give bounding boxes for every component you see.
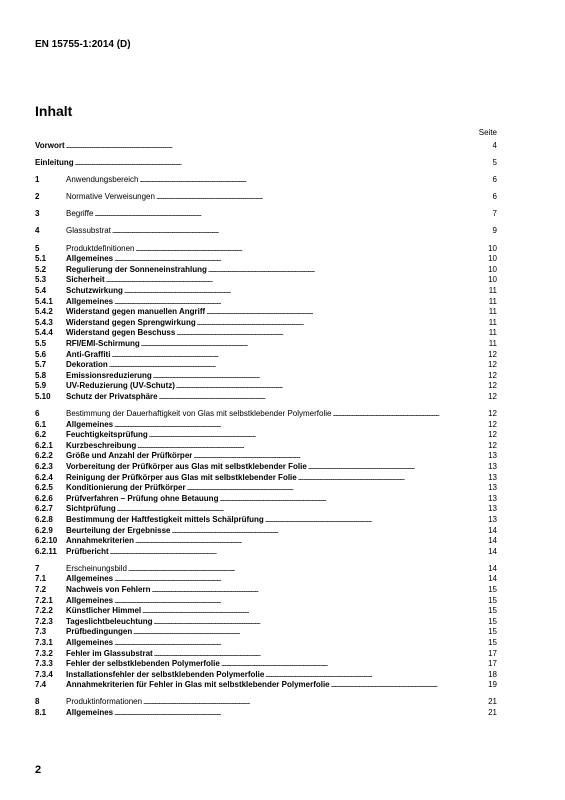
toc-entry-label: Sichtprüfung	[66, 504, 116, 514]
toc-leader-dots	[219, 494, 487, 505]
toc-entry-number: 6.2.3	[35, 461, 53, 471]
toc-entry-number: 5.9	[35, 381, 47, 391]
toc-entry[interactable]	[35, 226, 497, 237]
toc-entry[interactable]	[35, 158, 497, 169]
toc-entry[interactable]	[35, 420, 497, 431]
toc-entry-number: 7.2	[35, 584, 47, 594]
table-of-contents	[35, 141, 497, 719]
toc-entry[interactable]	[35, 536, 497, 547]
toc-entry-label: Allgemeines	[66, 296, 114, 306]
toc-entry-number: 5	[35, 243, 40, 253]
toc-entry[interactable]	[35, 638, 497, 649]
toc-entry-label: Annahmekriterien für Fehler in Glas mit selbstklebender Polymerfolie	[66, 680, 330, 690]
page-column-label: Seite	[478, 128, 497, 137]
toc-entry-number: 7	[35, 563, 40, 573]
toc-entry-number: 6.2.10	[35, 536, 58, 546]
toc-entry-label: Dekoration	[66, 360, 108, 370]
toc-entry-page: 5	[492, 158, 497, 168]
toc-entry-number: 5.4.3	[35, 317, 53, 327]
toc-leader-dots	[221, 659, 487, 670]
toc-entry-page: 12	[488, 370, 497, 380]
toc-entry[interactable]	[35, 585, 497, 596]
toc-entry-page: 10	[488, 243, 497, 253]
toc-leader-dots	[112, 226, 492, 237]
toc-entry-number: 6.2.6	[35, 493, 53, 503]
toc-leader-dots	[308, 462, 487, 473]
toc-entry-page: 15	[488, 584, 497, 594]
toc-entry-label: Erscheinungsbild	[66, 563, 127, 573]
toc-entry-number: 6.2.5	[35, 483, 53, 493]
toc-entry-page: 13	[488, 451, 497, 461]
toc-entry-number: 6.2.2	[35, 451, 53, 461]
toc-leader-dots	[75, 158, 492, 169]
toc-entry-number: 7.2.2	[35, 606, 53, 616]
toc-entry-label: RFI/EMI-Schirmung	[66, 338, 140, 348]
toc-entry-label: Vorbereitung der Prüfkörper aus Glas mit selbstklebender Folie	[66, 461, 307, 471]
toc-entry[interactable]	[35, 328, 497, 339]
toc-entry-number: 5.1	[35, 254, 47, 264]
toc-leader-dots	[136, 244, 488, 255]
toc-entry[interactable]	[35, 627, 497, 638]
toc-entry-label: Konditionierung der Prüfkörper	[66, 483, 186, 493]
toc-entry-page: 11	[488, 296, 497, 306]
toc-entry-label: Prüfbericht	[66, 546, 109, 556]
toc-entry-label: Regulierung der Sonneneinstrahlung	[66, 264, 207, 274]
toc-entry-number: 5.2	[35, 264, 47, 274]
toc-entry-label: Feuchtigkeitsprüfung	[66, 430, 148, 440]
toc-entry-number: 5.3	[35, 275, 47, 285]
toc-entry-label: Installationsfehler der selbstklebenden Polymerfolie	[66, 669, 265, 679]
toc-entry-number: 5.8	[35, 370, 47, 380]
toc-entry-page: 14	[488, 563, 497, 573]
toc-entry-page: 12	[488, 408, 497, 418]
toc-entry[interactable]	[35, 697, 497, 708]
toc-entry-label: Widerstand gegen Sprengwirkung	[66, 317, 196, 327]
toc-entry-number: 4	[35, 226, 40, 236]
toc-entry[interactable]	[35, 192, 497, 203]
toc-leader-dots	[176, 328, 487, 339]
toc-entry-label: Künstlicher Himmel	[66, 606, 142, 616]
toc-leader-dots	[176, 381, 487, 392]
toc-entry-page: 11	[488, 317, 497, 327]
toc-leader-dots	[114, 708, 487, 719]
toc-leader-dots	[111, 350, 487, 361]
toc-leader-dots	[114, 254, 487, 265]
toc-leader-dots	[114, 596, 487, 607]
toc-leader-dots	[187, 483, 488, 494]
toc-entry[interactable]	[35, 307, 497, 318]
toc-entry[interactable]	[35, 297, 497, 308]
toc-entry-number: 6.2.7	[35, 504, 53, 514]
toc-entry-label: Fehler der selbstklebenden Polymerfolie	[66, 659, 220, 669]
toc-entry-label: Annahmekriterien	[66, 536, 135, 546]
toc-leader-dots	[66, 141, 492, 152]
toc-entry-label: Emissionsreduzierung	[66, 370, 152, 380]
toc-leader-dots	[110, 547, 487, 558]
toc-leader-dots	[298, 473, 487, 484]
toc-entry-page: 13	[488, 493, 497, 503]
toc-entry[interactable]	[35, 504, 497, 515]
toc-entry-number: 5.4.4	[35, 328, 53, 338]
toc-leader-dots	[151, 585, 487, 596]
toc-entry-number: 2	[35, 192, 40, 202]
toc-entry-label: Allgemeines	[66, 637, 114, 647]
toc-entry-number: 7.3	[35, 627, 47, 637]
toc-entry-number: 6.2.9	[35, 525, 53, 535]
toc-entry-label: Einleitung	[35, 158, 74, 168]
toc-entry-label: Nachweis von Fehlern	[66, 584, 151, 594]
toc-entry[interactable]	[35, 141, 497, 152]
toc-entry-page: 15	[488, 606, 497, 616]
toc-leader-dots	[159, 392, 488, 403]
toc-leader-dots	[133, 627, 487, 638]
toc-leader-dots	[137, 441, 487, 452]
toc-entry-page: 12	[488, 360, 497, 370]
toc-entry-page: 11	[488, 338, 497, 348]
toc-entry[interactable]	[35, 441, 497, 452]
page-number: 2	[35, 764, 42, 776]
toc-entry-page: 12	[488, 430, 497, 440]
toc-entry-page: 13	[488, 504, 497, 514]
toc-entry-label: Allgemeines	[66, 254, 114, 264]
toc-leader-dots	[265, 515, 487, 526]
toc-entry-page: 11	[488, 285, 497, 295]
toc-entry-page: 13	[488, 483, 497, 493]
toc-leader-dots	[153, 371, 487, 382]
toc-entry-label: Reinigung der Prüfkörper aus Glas mit selbstklebender Folie	[66, 472, 297, 482]
toc-entry-page: 17	[488, 659, 497, 669]
toc-entry-number: 5.4.2	[35, 307, 53, 317]
toc-leader-dots	[141, 339, 488, 350]
toc-entry-label: Prüfbedingungen	[66, 627, 133, 637]
toc-entry[interactable]	[35, 244, 497, 255]
toc-leader-dots	[171, 526, 487, 537]
toc-entry-label: Begriffe	[66, 209, 94, 219]
toc-entry-page: 12	[488, 391, 497, 401]
toc-entry[interactable]	[35, 462, 497, 473]
toc-entry-number: 5.4	[35, 285, 47, 295]
toc-leader-dots	[109, 360, 487, 371]
toc-entry-number: 7.3.3	[35, 659, 53, 669]
toc-entry-page: 4	[492, 141, 497, 150]
toc-entry-label: Vorwort	[35, 141, 65, 150]
toc-entry[interactable]	[35, 371, 497, 382]
toc-entry-page: 11	[488, 328, 497, 338]
toc-entry-label: Größe und Anzahl der Prüfkörper	[66, 451, 193, 461]
toc-entry-page: 12	[488, 381, 497, 391]
toc-entry-number: 5.7	[35, 360, 47, 370]
toc-leader-dots	[193, 451, 487, 462]
toc-entry-number: 7.4	[35, 680, 47, 690]
toc-entry-number: 7.3.1	[35, 637, 53, 647]
toc-entry-page: 6	[492, 175, 497, 185]
toc-entry-number: 5.10	[35, 391, 51, 401]
toc-entry-label: Bestimmung der Dauerhaftigkeit von Glas mit selbstklebender Polymerfolie	[66, 408, 332, 418]
toc-entry-number: 7.2.1	[35, 595, 53, 605]
toc-entry[interactable]	[35, 473, 497, 484]
toc-entry-number: 3	[35, 209, 40, 219]
toc-leader-dots	[331, 680, 487, 691]
toc-entry-label: Widerstand gegen Beschuss	[66, 328, 176, 338]
toc-entry[interactable]	[35, 350, 497, 361]
toc-entry-label: Normative Verweisungen	[66, 192, 155, 202]
toc-leader-dots	[135, 536, 487, 547]
toc-entry[interactable]	[35, 547, 497, 558]
toc-entry-label: Allgemeines	[66, 419, 114, 429]
toc-entry-label: Beurteilung der Ergebnisse	[66, 525, 171, 535]
toc-entry-number: 6.2.11	[35, 546, 57, 556]
page-title: Inhalt	[35, 103, 73, 119]
toc-entry-number: 7.3.4	[35, 669, 53, 679]
toc-entry[interactable]	[35, 430, 497, 441]
toc-entry-number: 5.6	[35, 349, 47, 359]
toc-entry[interactable]	[35, 670, 497, 681]
toc-entry[interactable]	[35, 286, 497, 297]
toc-entry-page: 19	[488, 680, 497, 690]
toc-entry[interactable]	[35, 606, 497, 617]
toc-entry-page: 21	[488, 708, 497, 717]
toc-entry-page: 12	[488, 440, 497, 450]
document-header: EN 15755-1:2014 (D)	[35, 39, 131, 50]
toc-entry-number: 8.1	[35, 708, 47, 717]
toc-leader-dots	[154, 617, 488, 628]
toc-leader-dots	[114, 297, 488, 308]
toc-leader-dots	[156, 192, 492, 203]
toc-entry[interactable]	[35, 254, 497, 265]
toc-entry[interactable]	[35, 494, 497, 505]
toc-entry-page: 13	[488, 514, 497, 524]
toc-entry[interactable]	[35, 515, 497, 526]
toc-entry-page: 6	[492, 192, 497, 202]
toc-entry[interactable]	[35, 564, 497, 575]
toc-entry-label: Schutzwirkung	[66, 285, 123, 295]
toc-entry-number: 6.2.8	[35, 514, 53, 524]
toc-entry-label: Tageslichtbeleuchtung	[66, 616, 153, 626]
toc-entry[interactable]	[35, 409, 497, 420]
toc-entry-label: Fehler im Glassubstrat	[66, 648, 153, 658]
toc-entry-page: 21	[488, 697, 497, 707]
toc-entry-page: 10	[488, 254, 497, 264]
toc-entry-number: 6.2.4	[35, 472, 53, 482]
toc-leader-dots	[149, 430, 487, 441]
toc-entry-page: 12	[488, 419, 497, 429]
toc-entry-number: 6.2	[35, 430, 47, 440]
toc-entry-number: 1	[35, 175, 40, 185]
toc-entry-page: 14	[488, 525, 497, 535]
toc-leader-dots	[142, 606, 487, 617]
toc-entry[interactable]	[35, 526, 497, 537]
toc-entry-number: 6.2.1	[35, 440, 53, 450]
toc-leader-dots	[140, 175, 492, 186]
toc-entry[interactable]	[35, 649, 497, 660]
toc-entry[interactable]	[35, 318, 497, 329]
toc-entry[interactable]	[35, 265, 497, 276]
toc-leader-dots	[208, 265, 487, 276]
toc-leader-dots	[94, 209, 491, 220]
toc-leader-dots	[154, 649, 487, 660]
toc-entry[interactable]	[35, 596, 497, 607]
toc-entry-number: 5.4.1	[35, 296, 53, 306]
toc-entry-page: 14	[488, 574, 497, 584]
toc-entry-label: Allgemeines	[66, 574, 114, 584]
toc-entry-label: Schutz der Privatsphäre	[66, 391, 158, 401]
toc-entry[interactable]	[35, 574, 497, 585]
toc-entry-label: Widerstand gegen manuellen Angriff	[66, 307, 206, 317]
toc-leader-dots	[114, 638, 487, 649]
toc-entry-label: Kurzbeschreibung	[66, 440, 137, 450]
toc-entry[interactable]	[35, 360, 497, 371]
toc-entry-page: 7	[492, 209, 497, 219]
toc-entry[interactable]	[35, 617, 497, 628]
toc-leader-dots	[332, 409, 487, 420]
toc-entry-page: 15	[488, 616, 497, 626]
toc-entry[interactable]	[35, 708, 497, 719]
toc-entry[interactable]	[35, 339, 497, 350]
toc-entry-number: 7.2.3	[35, 616, 53, 626]
toc-entry-number: 7.1	[35, 574, 47, 584]
toc-entry-label: UV-Reduzierung (UV-Schutz)	[66, 381, 175, 391]
toc-entry-page: 10	[488, 264, 497, 274]
toc-entry-page: 15	[488, 595, 497, 605]
toc-entry-page: 14	[488, 536, 497, 546]
toc-entry-label: Glassubstrat	[66, 226, 111, 236]
toc-entry[interactable]	[35, 175, 497, 186]
toc-entry-label: Allgemeines	[66, 708, 114, 717]
toc-entry-page: 17	[488, 648, 497, 658]
toc-leader-dots	[124, 286, 488, 297]
toc-entry-page: 10	[488, 275, 497, 285]
toc-entry[interactable]	[35, 483, 497, 494]
toc-leader-dots	[197, 318, 488, 329]
toc-entry[interactable]	[35, 381, 497, 392]
toc-leader-dots	[114, 574, 487, 585]
toc-entry-label: Produktdefinitionen	[66, 243, 135, 253]
toc-entry-label: Bestimmung der Haftfestigkeit mittels Schälprüfung	[66, 514, 264, 524]
toc-entry[interactable]	[35, 451, 497, 462]
toc-entry-page: 13	[488, 461, 497, 471]
toc-entry[interactable]	[35, 392, 497, 403]
toc-entry-label: Anti-Graffiti	[66, 349, 111, 359]
toc-entry[interactable]	[35, 680, 497, 691]
toc-entry-label: Prüfverfahren – Prüfung ohne Betauung	[66, 493, 219, 503]
toc-entry-number: 6.1	[35, 419, 47, 429]
toc-leader-dots	[128, 564, 487, 575]
toc-entry-number: 6	[35, 408, 40, 418]
toc-entry[interactable]	[35, 659, 497, 670]
toc-leader-dots	[143, 697, 487, 708]
toc-entry-label: Anwendungsbereich	[66, 175, 139, 185]
toc-entry-number: 8	[35, 697, 40, 707]
toc-entry[interactable]	[35, 209, 497, 220]
toc-entry-page: 9	[492, 226, 497, 236]
toc-entry-page: 15	[488, 637, 497, 647]
toc-entry-page: 11	[488, 307, 497, 317]
toc-entry-page: 15	[488, 627, 497, 637]
toc-entry-number: 5.5	[35, 338, 47, 348]
toc-entry[interactable]	[35, 275, 497, 286]
toc-leader-dots	[114, 420, 487, 431]
toc-entry-number: 7.3.2	[35, 648, 53, 658]
toc-entry-page: 14	[488, 546, 497, 556]
toc-entry-page: 12	[488, 349, 497, 359]
toc-entry-page: 13	[488, 472, 497, 482]
toc-leader-dots	[265, 670, 487, 681]
toc-entry-label: Allgemeines	[66, 595, 114, 605]
toc-leader-dots	[106, 275, 487, 286]
toc-entry-label: Produktinformationen	[66, 697, 143, 707]
toc-entry-page: 18	[488, 669, 497, 679]
toc-leader-dots	[206, 307, 487, 318]
toc-leader-dots	[117, 504, 487, 515]
toc-entry-label: Sicherheit	[66, 275, 105, 285]
